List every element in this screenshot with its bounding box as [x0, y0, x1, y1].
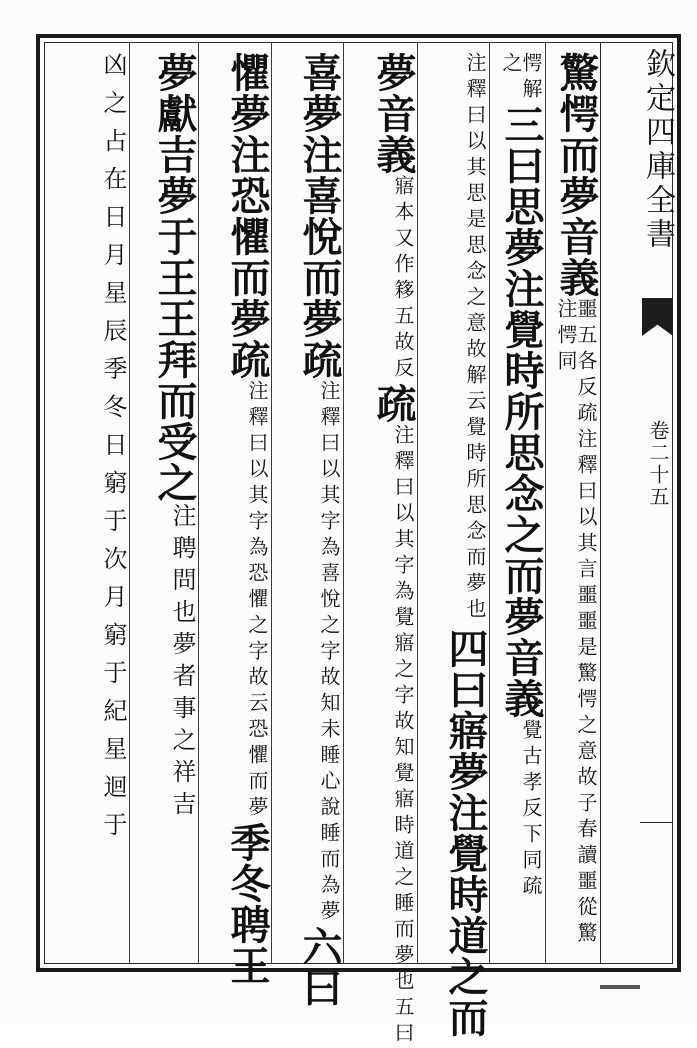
text-column-5 — [273, 52, 343, 1008]
note-right: 注釋曰以其字為恐懼 — [245, 380, 269, 614]
note-right: 噩五各反 — [574, 298, 598, 402]
column-rule — [271, 42, 272, 964]
text-column-8 — [60, 52, 129, 957]
note-left: 之 — [499, 52, 523, 78]
column-rule — [129, 42, 130, 964]
column-rule — [489, 42, 490, 964]
interlinear-note — [445, 52, 485, 624]
note-right: 注釋曰以其字為喜悅之字 — [317, 380, 341, 666]
tail-note: 疏注釋曰以其言噩噩是驚愕之意故子春讀噩從驚 — [574, 402, 598, 948]
tail-note: 注釋曰以其字為覺寤之字故知覺寤時道之睡而夢也五曰 — [391, 424, 415, 1048]
text-column-1 — [548, 52, 600, 957]
note-right: 寤本又作 — [391, 175, 415, 279]
interlinear-note — [556, 298, 596, 402]
main-text: 夢音義 — [370, 52, 417, 175]
tail-note: 覺古孝反下同疏 — [519, 719, 543, 901]
interlinear-note — [373, 175, 413, 383]
main-text: 疏 — [370, 383, 417, 424]
note-left: 之字故云恐懼而夢 — [245, 614, 269, 822]
interlinear-note — [227, 380, 267, 822]
main-text: 驚愕而夢音義 — [553, 52, 600, 298]
text-column-6 — [200, 52, 271, 986]
interlinear-note — [299, 380, 339, 926]
main-text: 三曰思夢注覺時所思念之而夢音義 — [498, 104, 545, 719]
column-rule — [343, 42, 344, 964]
note-right: 注釋曰以其思是思念之意 — [463, 52, 487, 338]
text-column-2 — [491, 52, 545, 957]
main-text: 四曰寤夢注覺時道之而 — [442, 628, 489, 1038]
main-text: 六曰 — [296, 926, 343, 1008]
text-column-7 — [131, 52, 198, 957]
column-rule — [198, 42, 199, 964]
note-left: 故解云覺時所思念而夢也 — [463, 338, 487, 624]
book-title: 欽定四庫全書 — [640, 48, 675, 252]
main-text: 季冬聘王 — [224, 822, 271, 986]
note-left: 簃五故反 — [391, 279, 415, 383]
bottom-smudge — [600, 985, 640, 989]
main-text: 懼夢注恐懼而夢疏 — [224, 52, 271, 380]
main-text: 夢獻吉夢于王王拜而受之 — [151, 52, 198, 503]
banxin-rule — [640, 822, 673, 823]
column-rule — [545, 42, 546, 964]
interlinear-note — [501, 52, 541, 104]
commentary-text: 凶之占在日月星辰季冬日窮于次月窮于紀星迴于 — [99, 52, 127, 850]
note-right: 愕解 — [519, 52, 543, 104]
main-text: 喜夢注喜悅而夢疏 — [296, 52, 343, 380]
text-column-3 — [419, 52, 489, 1038]
note-left: 故知未睡心說睡而為夢 — [317, 666, 341, 926]
commentary-text: 注聘問也夢者事之祥吉 — [168, 503, 196, 823]
juan-number: 卷二十五 — [646, 420, 670, 508]
note-left: 注愕同 — [554, 298, 578, 376]
column-rule — [417, 42, 418, 964]
text-column-4 — [345, 52, 417, 1048]
